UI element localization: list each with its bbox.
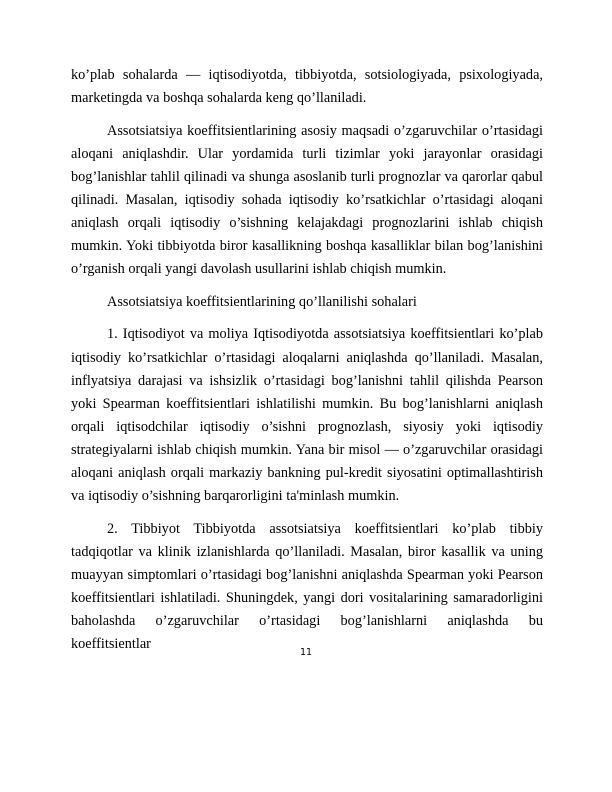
- paragraph-purpose: Assotsiatsiya koeffitsientlarining asosiy maqsadi o’zgaruvchilar o’rtasidagi aloqani aniqlashdir. Ular yordamida turli tizimlar yoki jarayonlar orasidagi bog’lanishlar tahlil qilinadi va shunga asoslanib turli prognozlar va qarorlar qabul qilinadi. Masalan, iqtisodiy sohada iqtisodiy ko’rsatkichlar o’rtasidagi aloqani aniqlash orqali iqtisodiy o’sishning kelajakdagi prognozlarini ishlab chiqish mumkin. Yoki tibbiyotda biror kasallikning boshqa kasalliklar bilan bog’lanishini o’rganish orqali yangi davolash usullarini ishlab chiqish mumkin.: [71, 122, 543, 278]
- paragraph-economy: 1. Iqtisodiyot va moliya Iqtisodiyotda assotsiatsiya koeffitsientlari ko’plab iqtisodiy ko’rsatkichlar o’rtasidagi aloqalarni aniqlashda qo’llaniladi. Masalan, inflyatsiya darajasi va ishsizlik o’rtasidagi bog’lanishni tahlil qilishda Pearson yoki Spearman koeffitsientlari ishlatilishi mumkin. Bu bog’lanishlarni aniqlash orqali iqtisodchilar iqtisodiy o’sishni prognozlash, siyosiy yoki iqtisodiy strategiyalarni ishlab chiqish mumkin. Yana bir misol — o’zgaruvchilar orasidagi aloqani aniqlash orqali markaziy bankning pul-kredit siyosatini optimallashtirish va iqtisodiy o’sishning barqarorligini ta'minlash mumkin.: [71, 326, 543, 505]
- document-page: [71, 64, 543, 666]
- paragraph-continuation: ko’plab sohalarda — iqtisodiyotda, tibbiyotda, sotsiologiyada, psixologiyada, marketingda va boshqa sohalarda keng qo’llaniladi.: [71, 67, 543, 107]
- page-number: 11: [299, 647, 313, 658]
- paragraph-medicine: 2. Tibbiyot Tibbiyotda assotsiatsiya koeffitsientlari ko’plab tibbiy tadqiqotlar va klinik izlanishlarda qo’llaniladi. Masalan, biror kasallik va uning muayyan simptomlari o’rtasidagi bog’lanishni aniqlashda Spearman yoki Pearson koeffitsientlari ishlatiladi. Shuningdek, yangi dori vositalarining samaradorligini baholashda o’zgaruvchilar o’rtasidagi bog’lanishlarni aniqlashda bu koeffitsientlar: [71, 520, 543, 653]
- section-heading: Assotsiatsiya koeffitsientlarining qo’llanilishi sohalari: [107, 293, 417, 310]
